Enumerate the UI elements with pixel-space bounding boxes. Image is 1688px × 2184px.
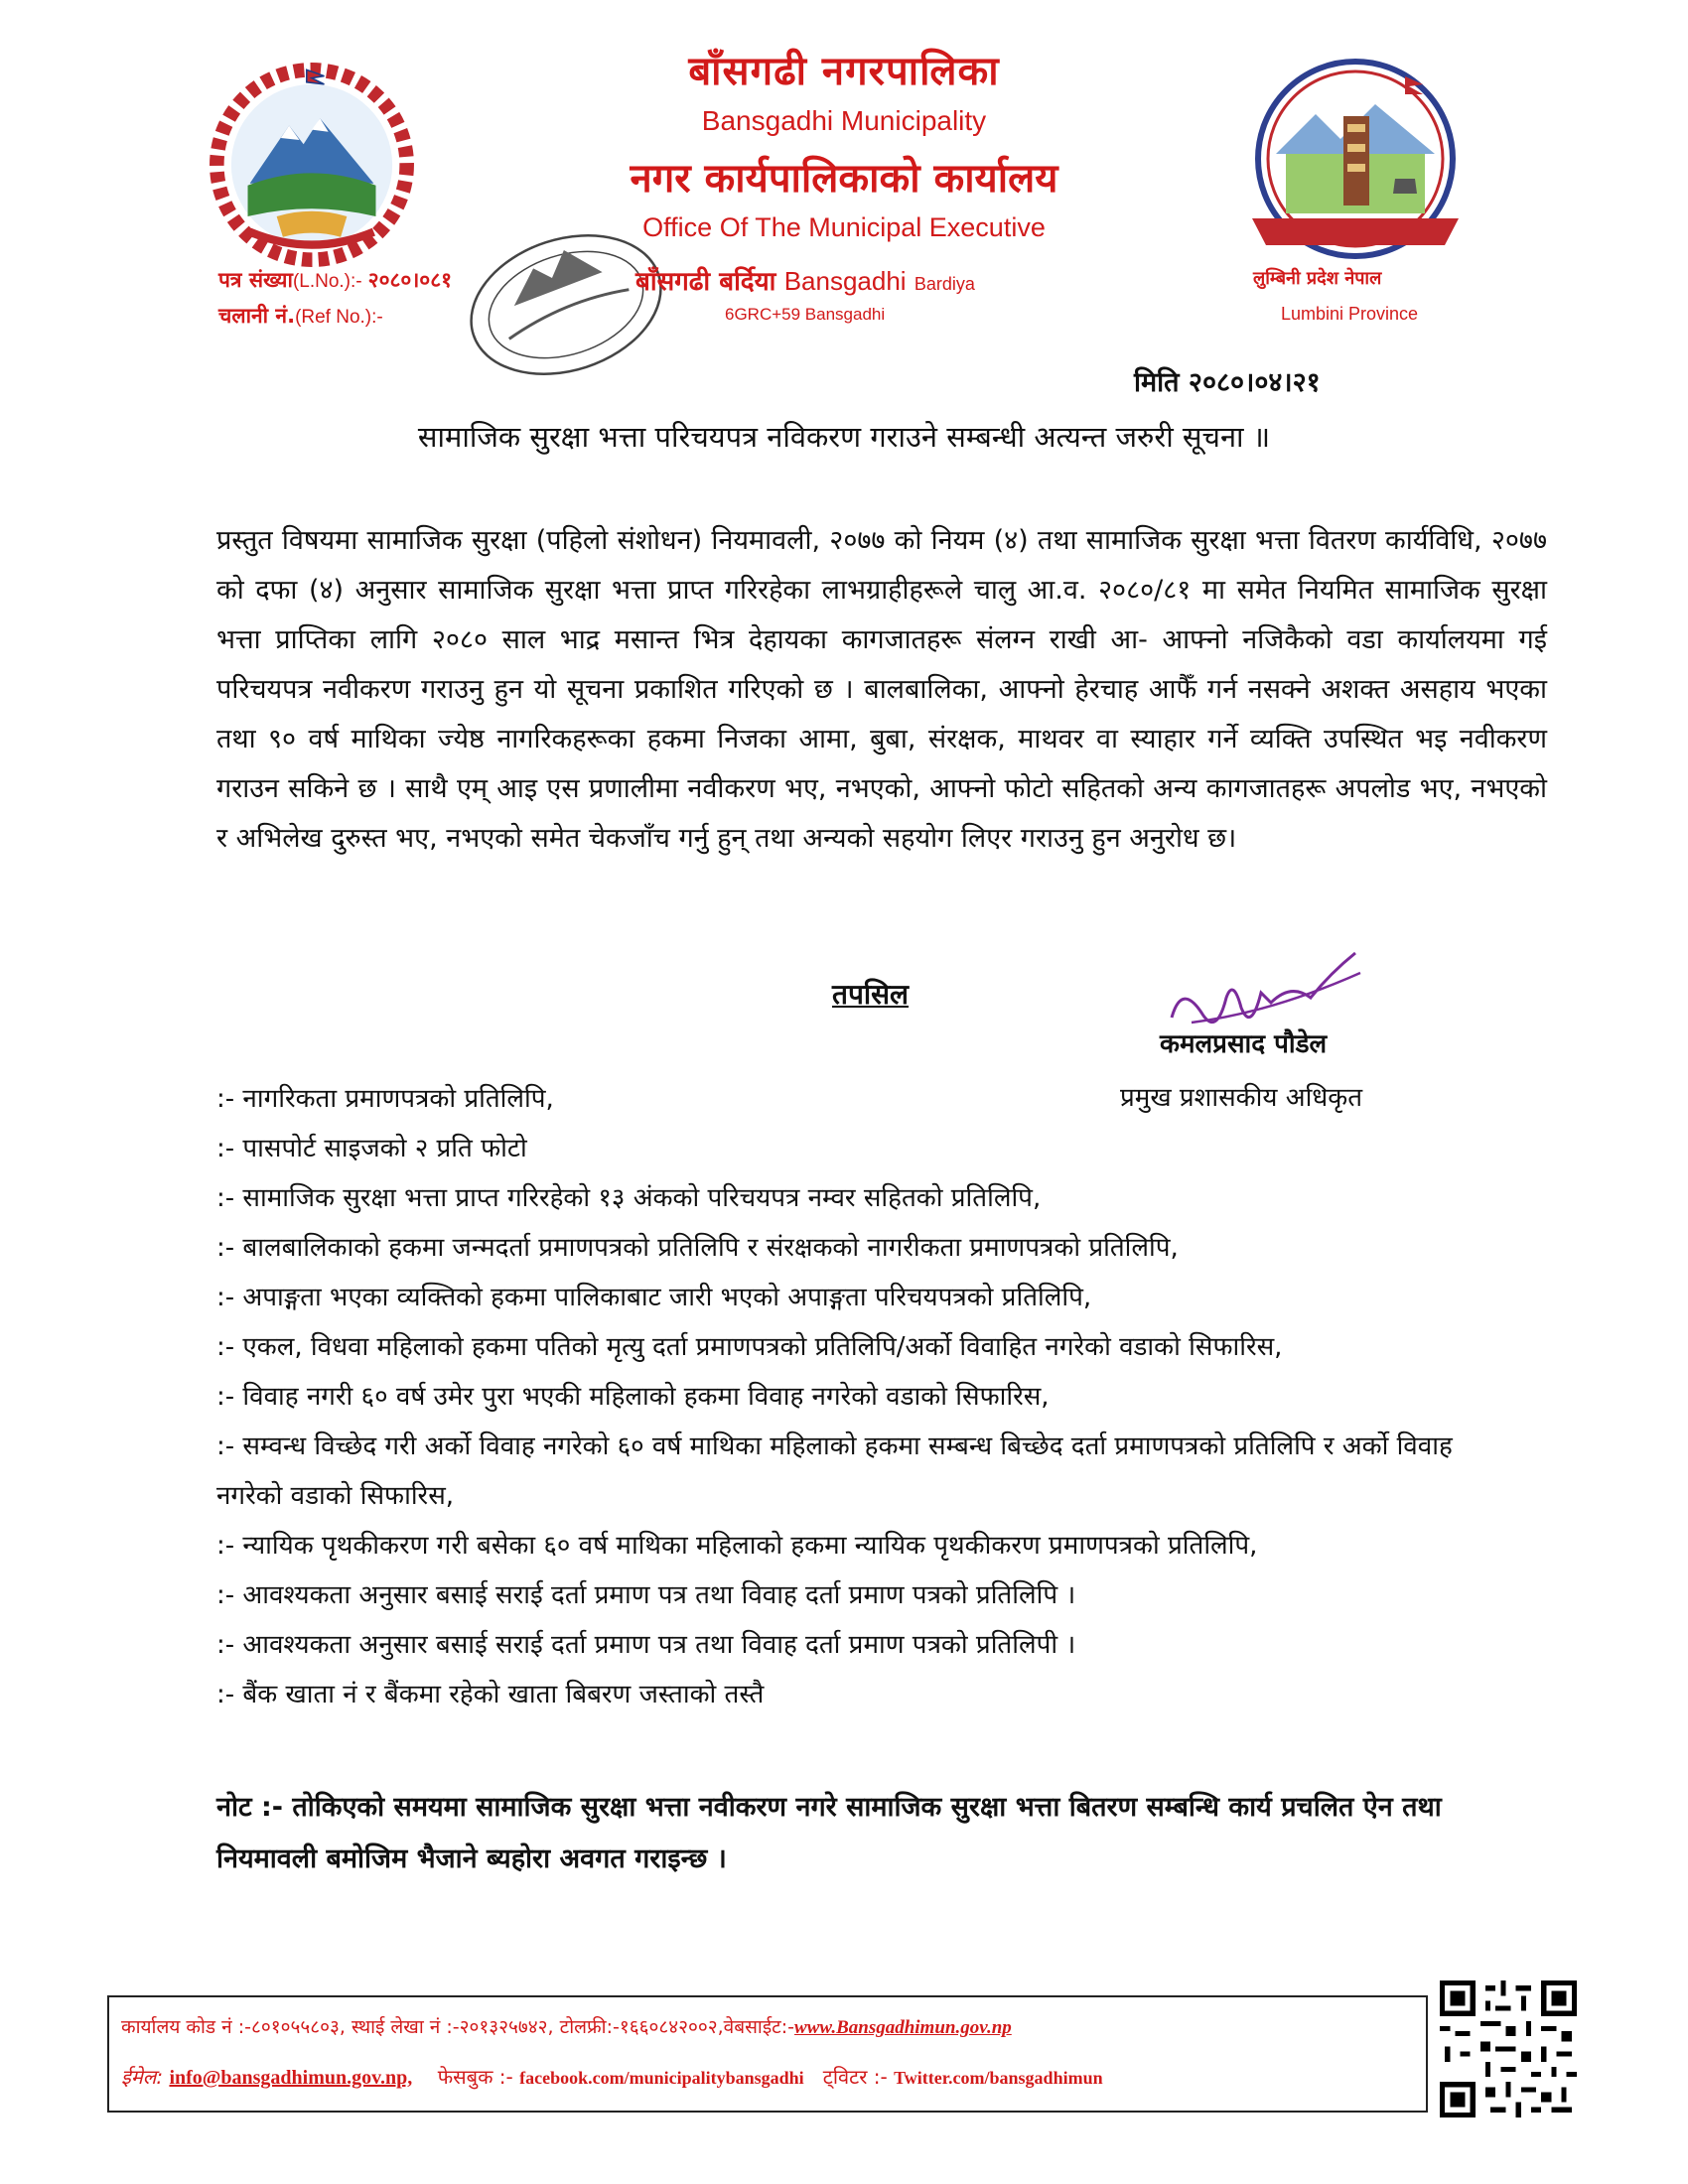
province-np: लुम्बिनी प्रदेश नेपाल	[1253, 268, 1382, 289]
municipality-name-en: Bansgadhi Municipality	[701, 105, 987, 136]
list-item: :- नागरिकता प्रमाणपत्रको प्रतिलिपि,	[216, 1084, 554, 1114]
notice-subject: सामाजिक सुरक्षा भत्ता परिचयपत्र नविकरण गराउने सम्बन्धी अत्यन्त जरुरी सूचना ॥	[417, 420, 1271, 454]
province-en: Lumbini Province	[1281, 304, 1419, 324]
list-item: :- आवश्यकता अनुसार बसाई सराई दर्ता प्रमाण पत्र तथा विवाह दर्ता प्रमाण पत्रको प्रतिलिपी ।	[216, 1630, 1076, 1660]
footer-line-2	[121, 2063, 1103, 2090]
list-item: :- न्यायिक पृथकीकरण गरी बसेका ६० वर्ष माथिका महिलाको हकमा न्यायिक पृथकीकरण प्रमाणपत्रको प्रतिलिपि,	[216, 1531, 1258, 1561]
list-item: :- पासपोर्ट साइजको २ प्रति फोटो	[216, 1134, 527, 1163]
list-item: :- आवश्यकता अनुसार बसाई सराई दर्ता प्रमाण पत्र तथा विवाह दर्ता प्रमाण पत्रको प्रतिलिपि ।	[216, 1580, 1076, 1610]
address-en-district: Bardiya	[914, 274, 975, 294]
address-line	[635, 262, 975, 298]
list-item: :- सामाजिक सुरक्षा भत्ता प्राप्त गरिरहेको १३ अंकको परिचयपत्र नम्वर सहितको प्रतिलिपि,	[216, 1183, 1042, 1213]
office-name-en: Office Of The Municipal Executive	[642, 212, 1046, 242]
letter-number	[218, 266, 452, 294]
reference-number-label: चलानी नं.	[218, 304, 296, 328]
twitter-label: ट्विटर :-	[822, 2065, 888, 2089]
office-name-np: नगर कार्यपालिकाको कार्यालय	[630, 156, 1058, 202]
qr-code-icon[interactable]	[1435, 1976, 1582, 2122]
signatory-title: प्रमुख प्रशासकीय अधिकृत	[1120, 1083, 1363, 1113]
twitter-link[interactable]: Twitter.com/bansgadhimun	[894, 2068, 1103, 2088]
email-link[interactable]: info@bansgadhimun.gov.np,	[169, 2067, 413, 2089]
notice-body: प्रस्तुत विषयमा सामाजिक सुरक्षा (पहिलो संशोधन) नियमावली, २०७७ को नियम (४) तथा सामाजिक सुरक्षा भत्ता वितरण कार्यविधि, २०७७ को दफा (४) अनुसार सामाजिक सुरक्षा भत्ता प्राप्त गरिरहेका लाभग्राहीहरूले चालु आ.व. २०८०/८१ मा समेत नियमित सामाजिक सुरक्षा भत्ता प्राप्तिका लागि २०८० साल भाद्र मसान्त भित्र देहायका कागजातहरू संलग्न राखी आ- आफ्नो नजिकैको वडा कार्यालयमा गई परिचयपत्र नवीकरण गराउनु हुन यो सूचना प्रकाशित गरिएको छ । बालबालिका, आफ्नो हेरचाह आफैँ गर्न नसक्ने अशक्त असहाय भएका तथा ९० वर्ष माथिका ज्येष्ठ नागरिकहरूका हकमा निजका आमा, बुबा, संरक्षक, माथवर वा स्याहार गर्ने व्यक्ति उपस्थित भइ नवीकरण गराउन सकिने छ । साथै एम् आइ एस प्रणालीमा नवीकरण भए, नभएको, आफ्नो फोटो सहितको अन्य कागजातहरू अपलोड भए, नभएको र अभिलेख दुरुस्त भए, नभएको समेत चेकजाँच गर्नु हुन् तथा अन्यको सहयोग लिएर गराउनु हुन अनुरोध छ।	[216, 525, 1547, 854]
footer-line-1	[121, 2013, 1012, 2039]
list-item: :- अपाङ्गता भएका व्यक्तिको हकमा पालिकाबाट जारी भएको अपाङ्गता परिचयपत्रको प्रतिलिपि,	[216, 1283, 1092, 1312]
list-item: :- एकल, विधवा महिलाको हकमा पतिको मृत्यु दर्ता प्रमाणपत्रको प्रतिलिपि/अर्को विवाहित नगरेको वडाको सिफारिस,	[216, 1332, 1283, 1362]
list-item: :- बालबालिकाको हकमा जन्मदर्ता प्रमाणपत्रको प्रतिलिपि र संरक्षकको नागरीकता प्रमाणपत्रको प्रतिलिपि,	[216, 1233, 1179, 1263]
required-documents-list	[216, 1074, 1497, 1719]
address-np: बाँसगढी बर्दिया	[635, 267, 776, 297]
facebook-label: फेसबुक :-	[437, 2065, 513, 2089]
reference-number	[218, 302, 383, 330]
details-heading: तपसिल	[832, 978, 910, 1011]
municipality-name-np: बाँसगढी नगरपालिका	[688, 49, 1000, 94]
letter-number-en: (L.No.):-	[292, 271, 362, 292]
list-item: :- विवाह नगरी ६० वर्ष उमेर पुरा भएकी महिलाको हकमा विवाह नगरेको वडाको सिफारिस,	[216, 1382, 1050, 1412]
office-seal-icon	[462, 230, 670, 379]
reference-number-en: (Ref No.):-	[295, 307, 383, 328]
facebook-link[interactable]: facebook.com/municipalitybansgadhi	[519, 2068, 804, 2088]
address-en: Bansgadhi	[783, 266, 907, 296]
signatory-name: कमलप्रसाद पौडेल	[1160, 1029, 1328, 1059]
plus-code: 6GRC+59 Bansgadhi	[725, 305, 886, 324]
list-item: :- सम्वन्ध विच्छेद गरी अर्को विवाह नगरेको ६० वर्ष माथिका महिलाको हकमा सम्बन्ध बिच्छेद दर्ता प्रमाणपत्रको प्रतिलिपि र अर्को विवाह नगरेको वडाको सिफारिस,	[216, 1432, 1453, 1511]
email-label: ईमेल:	[121, 2065, 164, 2089]
letter-number-value: २०८०।०८१	[367, 268, 453, 292]
footer-office-info: कार्यालय कोड नं :-८०१०५५८०३, स्थाई लेखा नं :-२०१३२५७४२, टोलफ्री:-१६६०८४२००२,वेबसाईट:-	[121, 2016, 795, 2038]
notice-date: मिति २०८०।०४।२१	[1134, 367, 1321, 398]
list-item: :- बैंक खाता नं र बैंकमा रहेको खाता बिबरण जस्ताको तस्तै	[216, 1680, 765, 1709]
letter-number-label: पत्र संख्या	[218, 268, 293, 292]
website-link[interactable]: www.Bansgadhimun.gov.np	[794, 2017, 1012, 2038]
notice-note: नोट :- तोकिएको समयमा सामाजिक सुरक्षा भत्ता नवीकरण नगरे सामाजिक सुरक्षा भत्ता बितरण सम्बन्धि कार्य प्रचलित ऐन तथा नियमावली बमोजिम भैजाने ब्यहोरा अवगत गराइन्छ ।	[216, 1792, 1442, 1874]
